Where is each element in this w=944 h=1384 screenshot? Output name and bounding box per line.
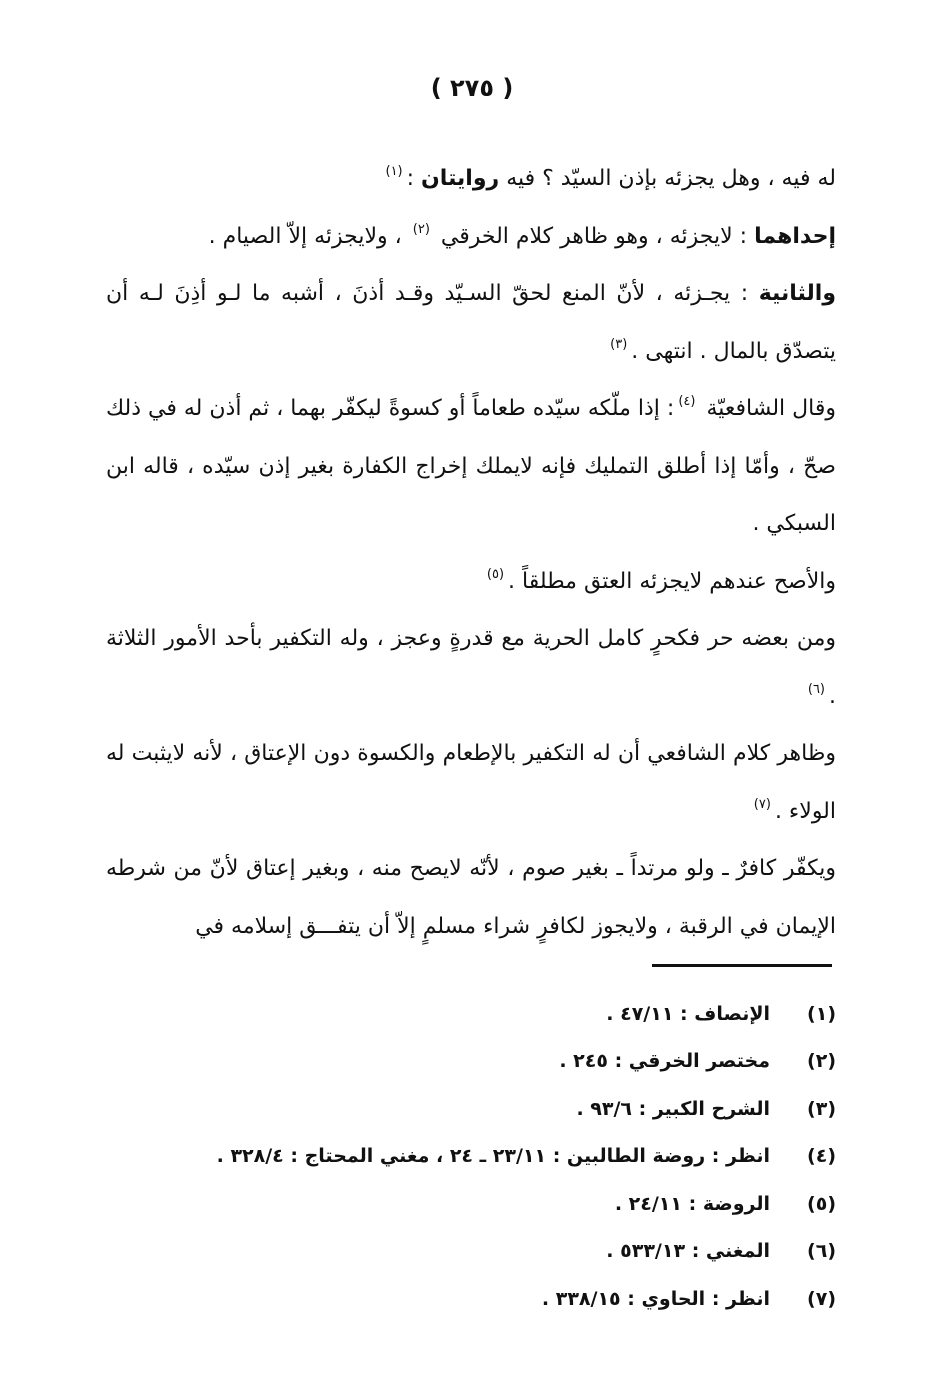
footnote-ref: (٦) (807, 681, 825, 697)
footnote (106, 1038, 836, 1086)
bold-term: روايتان (421, 166, 500, 191)
text-run: له فيه ، وهل يجزئه بإذن السيّد ؟ فيه (499, 166, 836, 191)
bold-term: إحداهما (754, 223, 836, 249)
footnote-text: انظر : روضة الطالبين : ٢٣/١١ ـ ٢٤ ، مغني المحتاج : ٣٢٨/٤ . (216, 1145, 770, 1168)
footnote-text: الشرح الكبير : ٩٣/٦ . (576, 1097, 770, 1120)
footnote-text: الروضة : ٢٤/١١ . (614, 1192, 770, 1215)
footnote-text: الإنصاف : ٤٧/١١ . (606, 1002, 770, 1025)
footnote-number: (١) (807, 1002, 836, 1025)
footnote-ref: (٧) (753, 796, 771, 812)
footnote-number: (٥) (807, 1192, 836, 1215)
footnote-number: (٤) (807, 1145, 836, 1168)
footnote-ref: (٢) (412, 221, 430, 237)
paragraph (106, 610, 836, 725)
footnote-text: انظر : الحاوي : ٣٣٨/١٥ . (541, 1287, 770, 1310)
footnote-ref: (٤) (678, 394, 696, 409)
text-run: وظاهر كلام الشافعي أن له التكفير بالإطعام والكسوة دون الإعتاق ، لأنه لايثبت له الولاء . (106, 741, 836, 824)
footnote (106, 1085, 836, 1133)
footnotes (106, 990, 836, 1323)
text-run: : يجـزئه ، لأنّ المنع لحقّ السـيّد وقـد أذنَ ، أشبه ما لـو أذِنَ لـه أن يتصدّق بالمال . انتهى . (106, 281, 836, 364)
footnote (106, 990, 836, 1038)
footnote-ref: (٣) (610, 336, 628, 352)
footnote (106, 1275, 836, 1323)
text-run: ويكفّر كافرٌ ـ ولو مرتداً ـ بغير صوم ، لأنّه لايصح منه ، وبغير إعتاق لأنّ من شرطه الإيمان في الرقبة ، ولايجوز لكافرٍ شراء مسلمٍ إلاّ أن يتفـــق إسلامه في (106, 856, 836, 939)
footnote-number: (٣) (807, 1097, 836, 1120)
text-run: : (406, 166, 422, 191)
footnote (106, 1228, 836, 1276)
text-run: ، ولايجزئه إلاّ الصيام . (208, 223, 409, 249)
page-number: ( ٢٧٥ ) (430, 74, 514, 102)
paragraph (106, 380, 836, 553)
footnote-ref: (١) (385, 164, 403, 179)
paragraph (106, 553, 836, 611)
text-run: ومن بعضه حر فكحرٍ كامل الحرية مع قدرةٍ وعجز ، وله التكفير بأحد الأمور الثلاثة . (106, 626, 836, 709)
footnote (106, 1180, 836, 1228)
text-run: : إذا ملّكه سيّده طعاماً أو كسوةً ليكفّر بهما ، ثم أذن له في ذلك صحّ ، وأمّا إذا أطلق التمليك فإنه لايملك إخراج الكفارة بغير إذن سيّده ، قاله ابن السبكي . (106, 396, 836, 536)
footnote (106, 1133, 836, 1181)
footnote-number: (٢) (807, 1050, 836, 1073)
text-run: وقال الشافعيّة (699, 396, 836, 421)
paragraph (106, 150, 836, 208)
text-run: والأصح عندهم لايجزئه العتق مطلقاً . (508, 568, 836, 594)
text-run: : لايجزئه ، وهو ظاهر كلام الخرقي (433, 223, 755, 249)
body-text (106, 150, 836, 955)
footnote-number: (٧) (807, 1287, 836, 1310)
footnote-divider (652, 964, 832, 967)
footnote-ref: (٥) (486, 566, 505, 582)
footnote-text: المغني : ٥٣٣/١٣ . (606, 1240, 770, 1263)
footnote-number: (٦) (807, 1240, 836, 1263)
footnote-text: مختصر الخرقي : ٢٤٥ . (559, 1050, 770, 1073)
paragraph (106, 840, 836, 955)
paragraph (106, 208, 836, 266)
bold-term: والثانية (758, 281, 836, 306)
paragraph (106, 265, 836, 380)
paragraph (106, 725, 836, 840)
